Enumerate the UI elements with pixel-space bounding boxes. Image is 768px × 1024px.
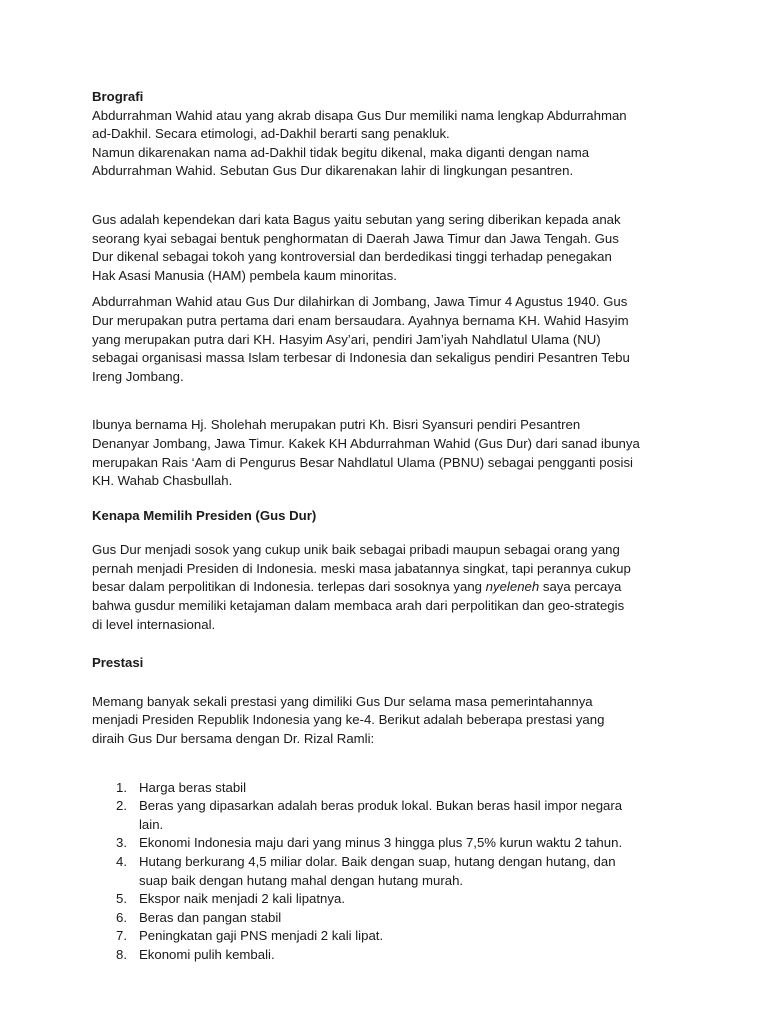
text-line: Abdurrahman Wahid atau Gus Dur dilahirkan di Jombang, Jawa Timur 4 Agustus 1940. Gus xyxy=(92,294,628,310)
text-fragment: saya percaya xyxy=(539,579,622,595)
text-line: sebagai organisasi massa Islam terbesar di Indonesia dan sekaligus pendiri Pesantren Tebu xyxy=(92,350,630,366)
list-item-text: suap baik dengan hutang mahal dengan hutang murah. xyxy=(139,872,464,888)
text-line: diraih Gus Dur bersama dengan Dr. Rizal Ramli: xyxy=(92,731,375,747)
section-heading-prestasi: Prestasi xyxy=(92,655,144,671)
list-item-text: Beras yang dipasarkan adalah beras produk lokal. Bukan beras hasil impor negara xyxy=(139,798,623,814)
list-item xyxy=(92,797,680,834)
list-item-text: Ekonomi Indonesia maju dari yang minus 3 hingga plus 7,5% kurun waktu 2 tahun. xyxy=(139,835,623,851)
text-line: bahwa gusdur memiliki ketajaman dalam membaca arah dari perpolitikan dan geo-strategis xyxy=(92,598,625,614)
text-line: Hak Asasi Manusia (HAM) pembela kaum minoritas. xyxy=(92,267,397,283)
text-line: Dur dikenal sebagai tokoh yang kontroversial dan berdedikasi tinggi terhadap penegakan xyxy=(92,249,612,265)
list-item-text: Ekspor naik menjadi 2 kali lipatnya. xyxy=(139,891,345,907)
list-number: 5. xyxy=(116,891,127,907)
text-line: yang merupakan putra dari KH. Hasyim Asy’ari, pendiri Jam’iyah Nahdlatul Ulama (NU) xyxy=(92,331,601,347)
list-number: 8. xyxy=(116,946,127,962)
text-line: menjadi Presiden Republik Indonesia yang ke-4. Berikut adalah beberapa prestasi yang xyxy=(92,712,605,728)
list-item xyxy=(92,834,680,853)
list-item-text: Harga beras stabil xyxy=(139,779,247,795)
paragraph-birth xyxy=(92,293,680,386)
list-item-text: Beras dan pangan stabil xyxy=(139,909,282,925)
list-number: 1. xyxy=(116,779,127,795)
text-line: Denanyar Jombang, Jawa Timur. Kakek KH Abdurrahman Wahid (Gus Dur) dari sanad ibunya xyxy=(92,435,640,451)
list-item xyxy=(92,927,680,946)
list-number: 6. xyxy=(116,909,127,925)
text-line: Namun dikarenakan nama ad-Dakhil tidak begitu dikenal, maka diganti dengan nama xyxy=(92,144,590,160)
section-heading-biografi: Brografi xyxy=(92,89,144,104)
text-line: seorang kyai sebagai bentuk penghormatan di Daerah Jawa Timur dan Jawa Tengah. Gus xyxy=(92,230,619,246)
text-line: di level internasional. xyxy=(92,616,216,632)
text-line: merupakan Rais ‘Aam di Pengurus Besar Nahdlatul Ulama (PBNU) sebagai pengganti posisi xyxy=(92,454,633,470)
text-line: ad-Dakhil. Secara etimologi, ad-Dakhil berarti sang penakluk. xyxy=(92,126,450,142)
prestasi-list xyxy=(92,779,680,965)
text-line: Abdurrahman Wahid. Sebutan Gus Dur dikarenakan lahir di lingkungan pesantren. xyxy=(92,163,574,179)
list-item-text: Hutang berkurang 4,5 miliar dolar. Baik dengan suap, hutang dengan hutang, dan xyxy=(139,854,616,869)
paragraph-prestasi-intro xyxy=(92,693,680,749)
text-line: Dur merupakan putra pertama dari enam bersaudara. Ayahnya bernama KH. Wahid Hasyim xyxy=(92,312,629,328)
section-heading-kenapa: Kenapa Memilih Presiden (Gus Dur) xyxy=(92,507,317,523)
list-item-text: Peningkatan gaji PNS menjadi 2 kali lipat. xyxy=(139,928,384,944)
paragraph-biografi xyxy=(92,107,680,181)
list-number: 3. xyxy=(116,835,127,851)
paragraph-mother xyxy=(92,416,680,490)
italic-word: nyeleneh xyxy=(485,579,540,595)
text-line: KH. Wahab Chasbullah. xyxy=(92,473,233,489)
list-item-text: lain. xyxy=(139,816,164,832)
list-item xyxy=(92,853,680,890)
text-line: Abdurrahman Wahid atau yang akrab disapa Gus Dur memiliki nama lengkap Abdurrahman xyxy=(92,107,627,123)
text-line: Ibunya bernama Hj. Sholehah merupakan putri Kh. Bisri Syansuri pendiri Pesantren xyxy=(92,417,581,433)
text-line: Gus Dur menjadi sosok yang cukup unik baik sebagai pribadi maupun sebagai orang yang xyxy=(92,542,620,558)
list-number: 7. xyxy=(116,928,127,944)
list-item xyxy=(92,890,680,909)
text-line xyxy=(92,578,680,597)
list-number: 2. xyxy=(116,798,127,814)
text-line: Memang banyak sekali prestasi yang dimiliki Gus Dur selama masa pemerintahannya xyxy=(92,693,593,709)
text-fragment: besar dalam perpolitikan di Indonesia. terlepas dari sosoknya yang xyxy=(92,579,482,595)
text-line: Gus adalah kependekan dari kata Bagus yaitu sebutan yang sering diberikan kepada anak xyxy=(92,211,621,227)
text-line: Ireng Jombang. xyxy=(92,368,184,384)
list-item-text: Ekonomi pulih kembali. xyxy=(139,946,275,962)
paragraph-gus xyxy=(92,211,680,285)
list-item xyxy=(92,909,680,928)
list-item xyxy=(92,779,680,798)
list-item xyxy=(92,946,680,965)
text-line: pernah menjadi Presiden di Indonesia. meski masa jabatannya singkat, tapi perannya cukup xyxy=(92,560,631,576)
list-number: 4. xyxy=(116,854,127,869)
paragraph-kenapa xyxy=(92,541,680,634)
